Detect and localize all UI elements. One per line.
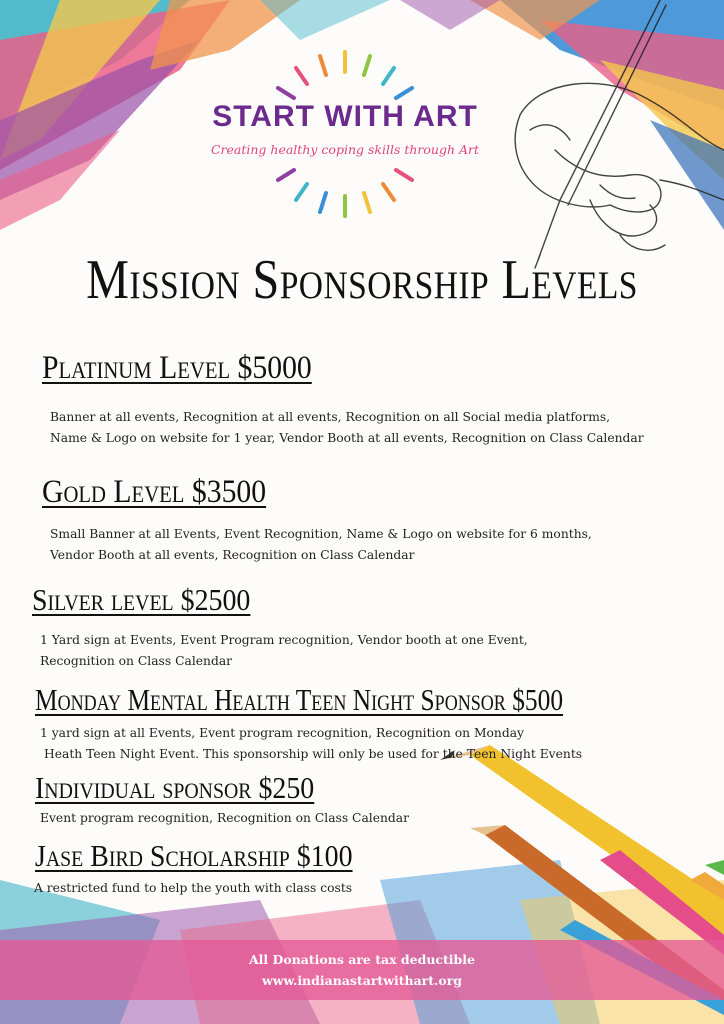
platinum-level-line-2: Name & Logo on website for 1 year, Vendor Booth at all events, Recognition on Class Calendar: [50, 431, 644, 445]
logo-tagline: Creating healthy coping skills through Art: [210, 142, 480, 157]
logo-title: START WITH ART: [212, 100, 478, 133]
gold-level-line-2: Vendor Booth at all events, Recognition on Class Calendar: [50, 548, 415, 562]
scholarship-heading: Jase Bird Scholarship $100: [35, 838, 353, 873]
gold-level-line-1: Small Banner at all Events, Event Recognition, Name & Logo on website for 6 months,: [50, 527, 592, 541]
silver-level-line-1: 1 Yard sign at Events, Event Program recognition, Vendor booth at one Event,: [40, 633, 528, 647]
scholarship-line-1: A restricted fund to help the youth with class costs: [34, 881, 353, 895]
teen-night-sponsor-heading: Monday Mental Health Teen Night Sponsor $500: [35, 682, 564, 717]
teen-night-sponsor-line-2: Heath Teen Night Event. This sponsorship will only be used for the Teen Night Events: [44, 747, 583, 761]
platinum-level-line-1: Banner at all events, Recognition at all events, Recognition on all Social media platforms,: [50, 410, 611, 424]
page-title: Mission Sponsorship Levels: [86, 249, 638, 311]
teen-night-sponsor-line-1: 1 yard sign at all Events, Event program recognition, Recognition on Monday: [40, 726, 525, 740]
individual-sponsor-line-1: Event program recognition, Recognition on Class Calendar: [40, 811, 410, 825]
silver-level-heading: Silver level $2500: [32, 582, 251, 617]
website-url[interactable]: www.indianastartwithart.org: [261, 973, 463, 988]
platinum-level-heading: Platinum Level $5000: [42, 350, 312, 386]
footer-band: [0, 940, 724, 1000]
silver-level-line-2: Recognition on Class Calendar: [40, 654, 233, 668]
tax-deductible-note: All Donations are tax deductible: [248, 952, 475, 967]
gold-level-heading: Gold Level $3500: [42, 474, 267, 510]
logo: [190, 40, 500, 230]
individual-sponsor-heading: Individual sponsor $250: [35, 770, 315, 805]
sunburst-icon: [190, 40, 500, 230]
